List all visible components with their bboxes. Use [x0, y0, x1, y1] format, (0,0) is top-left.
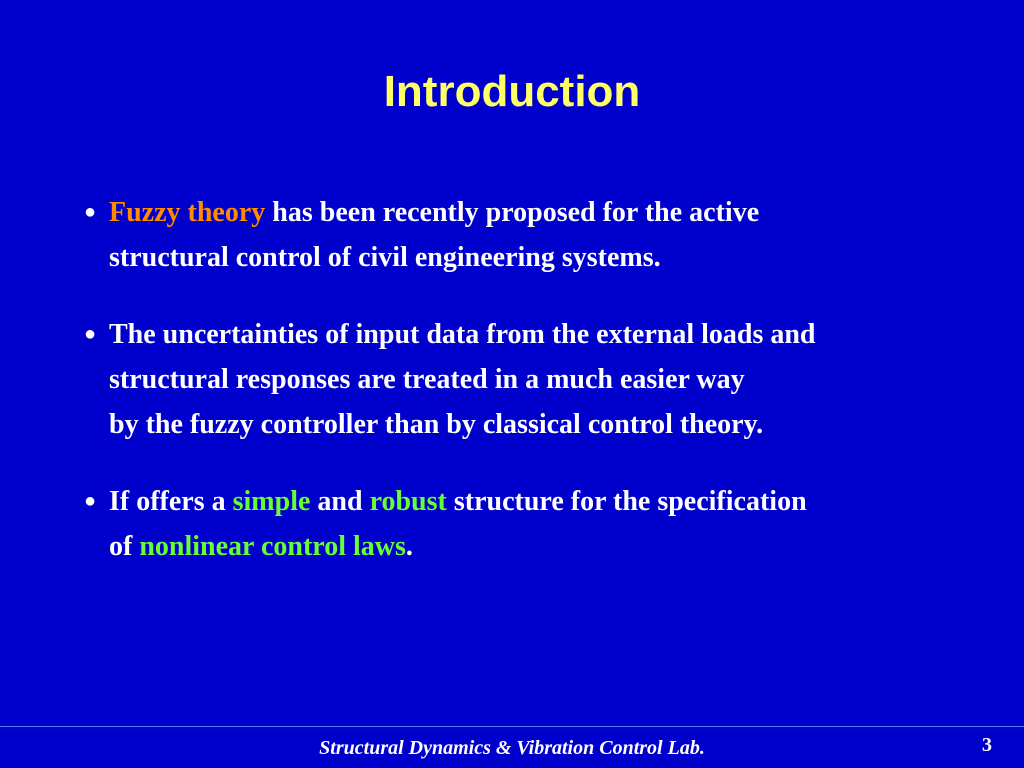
bullet-text: structure for the specification: [446, 486, 807, 517]
bullet-list: [84, 190, 1004, 601]
bullet-icon: ●: [84, 201, 97, 223]
bullet-item-simple-robust: [84, 479, 1004, 569]
bullet-item-fuzzy-theory: [84, 190, 1004, 280]
bullet-icon: ●: [84, 323, 97, 345]
bullet-text: structural responses are treated in a much easier way: [109, 364, 745, 395]
bullet-text: of: [109, 531, 140, 562]
bullet-line: [109, 312, 1004, 357]
bullet-text: structural control of civil engineering systems.: [109, 242, 661, 273]
bullet-text: .: [405, 531, 413, 562]
bullet-text: and: [310, 486, 370, 517]
bullet-item-uncertainties: [84, 312, 1004, 447]
bullet-line: [109, 357, 1004, 402]
bullet-text: by the fuzzy controller than by classical control theory.: [109, 409, 764, 440]
bullet-icon: ●: [84, 490, 97, 512]
slide-title: Introduction: [383, 67, 641, 116]
bullet-text: has been recently proposed for the active: [265, 197, 760, 228]
page-number: 3: [982, 734, 992, 756]
bullet-line: [109, 235, 1004, 280]
highlight-fuzzy-theory: Fuzzy theory: [109, 197, 266, 228]
footer-divider: [0, 726, 1024, 727]
highlight-nonlinear-control-laws: nonlinear control laws: [139, 531, 406, 562]
highlight-robust: robust: [369, 486, 447, 517]
footer-lab-name: Structural Dynamics & Vibration Control Lab.: [319, 737, 705, 759]
highlight-simple: simple: [232, 486, 311, 517]
bullet-text: If offers a: [109, 486, 233, 517]
bullet-line: [109, 190, 1004, 235]
bullet-line: [109, 479, 1004, 524]
bullet-text: The uncertainties of input data from the external loads and: [109, 319, 816, 350]
bullet-line: [109, 524, 1004, 569]
bullet-line: [109, 402, 1004, 447]
